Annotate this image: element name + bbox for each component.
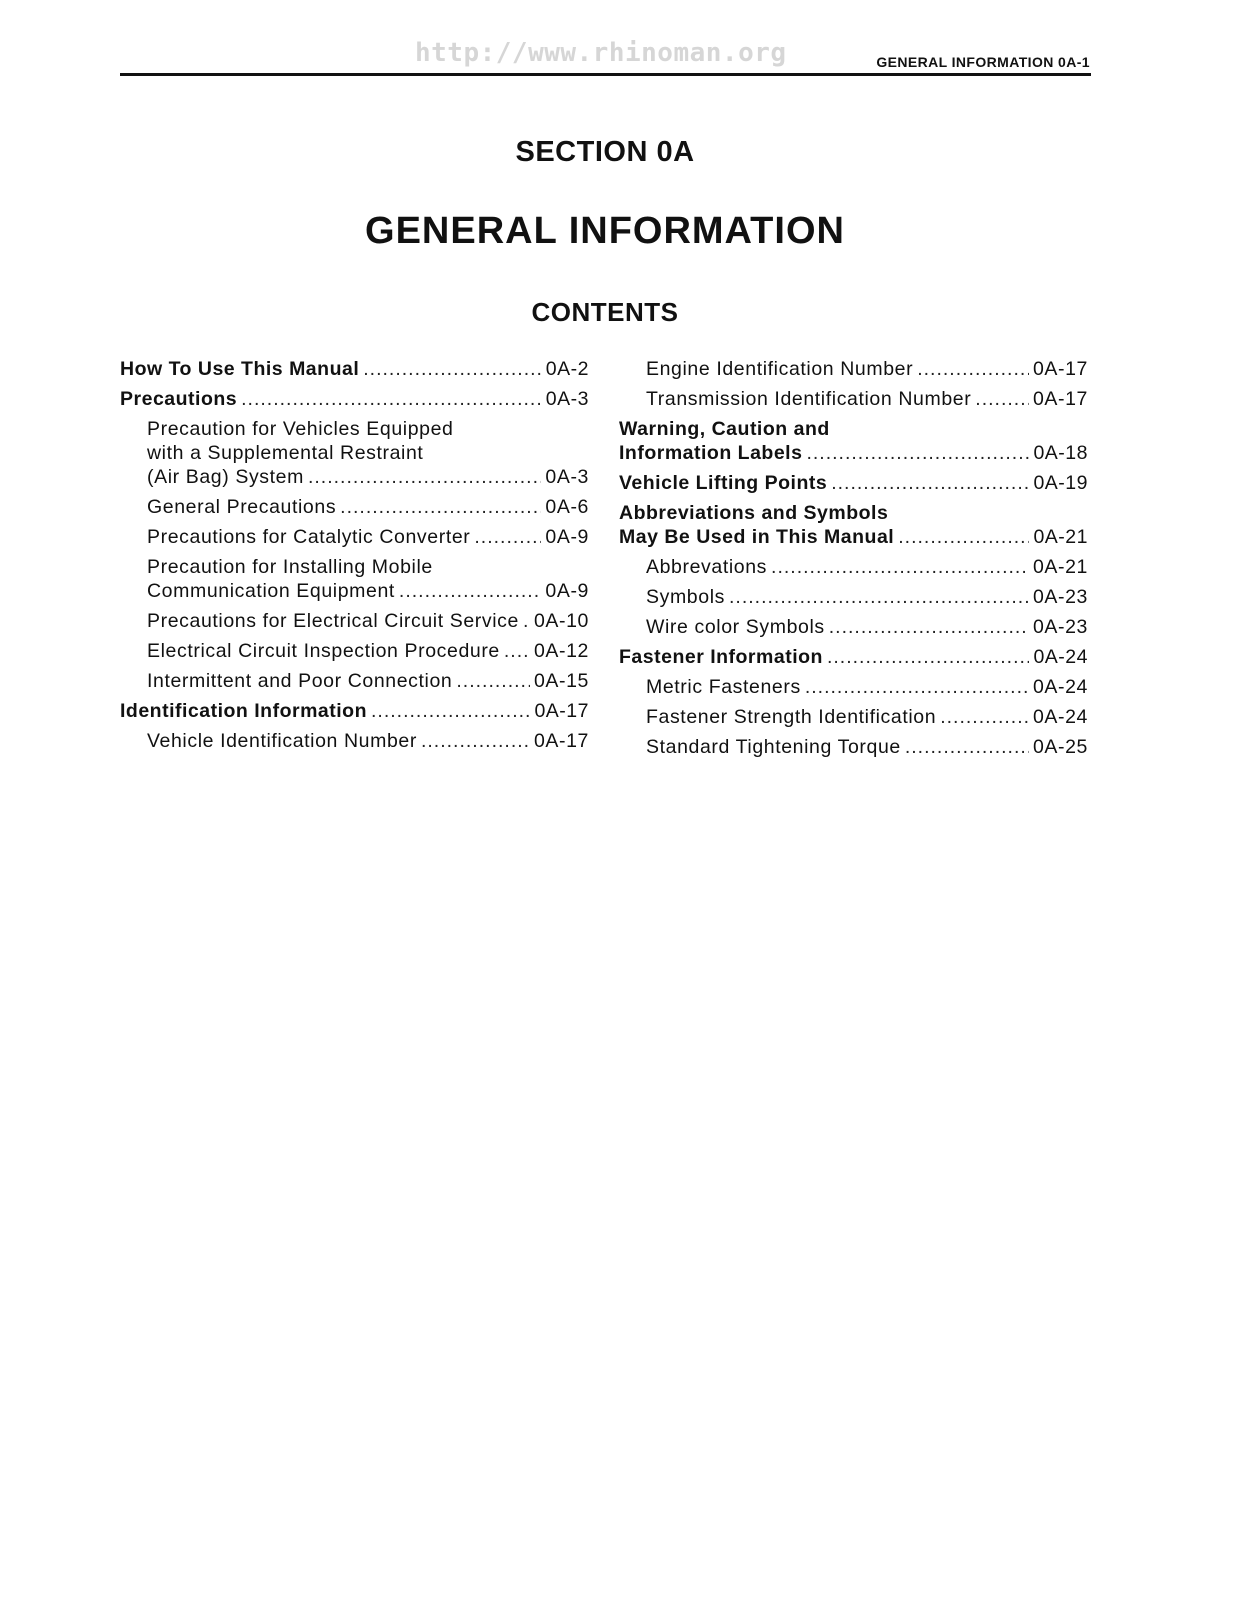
dot-leader (474, 525, 541, 549)
dot-leader (805, 675, 1029, 699)
toc-entry-title: Precautions for Electrical Circuit Service (147, 610, 519, 632)
toc-entry-circuit-inspection[interactable] (120, 639, 589, 663)
toc-entry-fastener-strength[interactable] (619, 705, 1088, 729)
dot-leader (504, 639, 530, 663)
toc-page-number: 0A-6 (545, 496, 589, 518)
toc-entry-how-to-use[interactable] (120, 357, 589, 381)
dot-leader (340, 495, 541, 519)
toc-entry-title: (Air Bag) System (147, 466, 304, 488)
toc-entry-engine-id-number[interactable] (619, 357, 1088, 381)
contents-heading: CONTENTS (531, 297, 679, 327)
dot-leader (806, 441, 1029, 465)
toc-entry-title: May Be Used in This Manual (619, 526, 895, 548)
toc-page-number: 0A-17 (1032, 388, 1088, 410)
toc-entry-warning-labels[interactable] (619, 417, 1088, 465)
toc-entry-title: Precautions (120, 388, 238, 410)
dot-leader (421, 729, 530, 753)
toc-entry-title: Symbols (646, 586, 725, 608)
toc-page-number: 0A-10 (533, 610, 589, 632)
toc-page-number: 0A-17 (534, 700, 589, 722)
toc-page-number: 0A-21 (1032, 556, 1088, 578)
toc-entry-transmission-id-number[interactable] (619, 387, 1088, 411)
dot-leader (831, 471, 1029, 495)
header-rule (120, 73, 1091, 76)
toc-page-number: 0A-18 (1033, 442, 1088, 464)
toc-page-number: 0A-24 (1032, 706, 1088, 728)
toc-entry-title-line: Abbreviations and Symbols (619, 502, 889, 524)
toc-page-number: 0A-3 (545, 466, 589, 488)
toc-entry-title: How To Use This Manual (120, 358, 360, 380)
dot-leader (729, 585, 1029, 609)
toc-page-number: 0A-21 (1033, 526, 1088, 548)
toc-entry-mobile-communication[interactable] (120, 555, 589, 603)
dot-leader (308, 465, 541, 489)
toc-page-number: 0A-23 (1032, 616, 1088, 638)
section-label: SECTION 0A (515, 136, 695, 168)
toc-entry-tightening-torque[interactable] (619, 735, 1088, 759)
dot-leader (399, 579, 541, 603)
toc-entry-title: General Precautions (147, 496, 337, 518)
toc-entry-metric-fasteners[interactable] (619, 675, 1088, 699)
toc-entry-abbreviations-symbols[interactable] (619, 501, 1088, 549)
toc-entry-abbrevations[interactable] (619, 555, 1088, 579)
toc-entry-vehicle-id-number[interactable] (120, 729, 589, 753)
toc-page-number: 0A-25 (1032, 736, 1088, 758)
toc-entry-title: Identification Information (120, 700, 367, 722)
toc-entry-title: Vehicle Identification Number (147, 730, 417, 752)
toc-entry-title: Wire color Symbols (646, 616, 825, 638)
toc-entry-title-line: Warning, Caution and (619, 418, 830, 440)
toc-entry-intermittent-connection[interactable] (120, 669, 589, 693)
toc-entry-title: Abbrevations (646, 556, 768, 578)
toc-entry-title: Precautions for Catalytic Converter (147, 526, 471, 548)
toc-entry-title-line: Precaution for Vehicles Equipped (147, 418, 454, 440)
toc-page-number: 0A-15 (533, 670, 589, 692)
dot-leader (523, 609, 530, 633)
toc-entry-title: Electrical Circuit Inspection Procedure (147, 640, 500, 662)
toc-page-number: 0A-3 (545, 388, 589, 410)
dot-leader (771, 555, 1029, 579)
toc-entry-identification-information[interactable] (120, 699, 589, 723)
dot-leader (363, 357, 542, 381)
toc-right-column (619, 357, 1088, 765)
dot-leader (975, 387, 1029, 411)
dot-leader (829, 615, 1029, 639)
toc-entry-title: Transmission Identification Number (646, 388, 972, 410)
toc-page-number: 0A-9 (545, 580, 589, 602)
toc-entry-electrical-circuit-service[interactable] (120, 609, 589, 633)
running-header: GENERAL INFORMATION 0A-1 (876, 54, 1090, 70)
toc-entry-title: Standard Tightening Torque (646, 736, 901, 758)
toc-page-number: 0A-12 (533, 640, 589, 662)
toc-entry-title: Intermittent and Poor Connection (147, 670, 453, 692)
toc-entry-title: Fastener Strength Identification (646, 706, 937, 728)
toc-page-number: 0A-17 (1032, 358, 1088, 380)
toc-left-column (120, 357, 589, 759)
toc-page-number: 0A-23 (1032, 586, 1088, 608)
section-title: GENERAL INFORMATION (365, 210, 845, 252)
dot-leader (905, 735, 1029, 759)
toc-entry-wire-color-symbols[interactable] (619, 615, 1088, 639)
toc-entry-catalytic-converter[interactable] (120, 525, 589, 549)
toc-page-number: 0A-9 (545, 526, 589, 548)
toc-page-number: 0A-19 (1033, 472, 1088, 494)
dot-leader (456, 669, 530, 693)
dot-leader (371, 699, 530, 723)
toc-entry-title: Metric Fasteners (646, 676, 801, 698)
toc-entry-symbols[interactable] (619, 585, 1088, 609)
dot-leader (241, 387, 542, 411)
toc-entry-title: Vehicle Lifting Points (619, 472, 828, 494)
toc-entry-fastener-information[interactable] (619, 645, 1088, 669)
toc-entry-title: Fastener Information (619, 646, 823, 668)
toc-page-number: 0A-17 (533, 730, 589, 752)
toc-entry-precautions[interactable] (120, 387, 589, 411)
dot-leader (827, 645, 1030, 669)
toc-entry-lifting-points[interactable] (619, 471, 1088, 495)
dot-leader (917, 357, 1029, 381)
toc-entry-title-line: Precaution for Installing Mobile (147, 556, 433, 578)
toc-entry-general-precautions[interactable] (120, 495, 589, 519)
toc-page-number: 0A-24 (1032, 676, 1088, 698)
toc-entry-title-line: with a Supplemental Restraint (147, 442, 424, 464)
toc-entry-title: Information Labels (619, 442, 803, 464)
toc-entry-title: Engine Identification Number (646, 358, 914, 380)
toc-page-number: 0A-2 (545, 358, 589, 380)
toc-entry-air-bag[interactable] (120, 417, 589, 489)
watermark-url: http://www.rhinoman.org (415, 38, 787, 68)
dot-leader (898, 525, 1029, 549)
dot-leader (940, 705, 1029, 729)
toc-entry-title: Communication Equipment (147, 580, 395, 602)
toc-page-number: 0A-24 (1033, 646, 1088, 668)
